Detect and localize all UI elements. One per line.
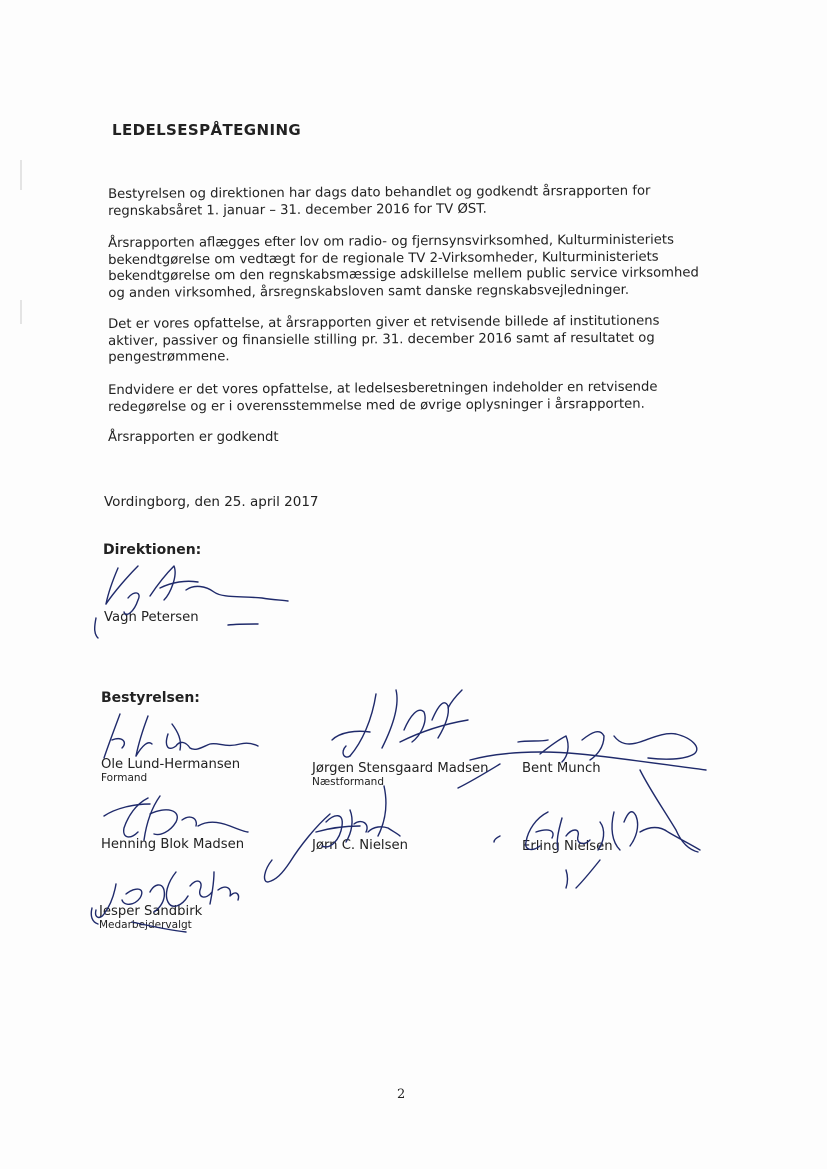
paragraph-4 xyxy=(108,379,708,416)
place-and-date: Vordingborg, den 25. april 2017 xyxy=(104,494,319,510)
paragraph-1 xyxy=(108,183,708,220)
signatory-name-jorn-c-nielsen: Jørn C. Nielsen xyxy=(312,838,408,853)
page-number: 2 xyxy=(397,1087,406,1102)
signatory-name-bent-munch: Bent Munch xyxy=(522,761,601,776)
signatory-role: Formand xyxy=(101,772,148,784)
signatory-name-jorgen-stensgaard-madsen: Jørgen Stensgaard Madsen xyxy=(312,761,489,776)
paragraph-line: bekendtgørelse om den regnskabsmæssige adskillelse mellem public service virksomhed xyxy=(108,265,699,284)
signatory-name-jesper-sandbirk: Jesper Sandbirk xyxy=(99,904,203,919)
paragraph-line: aktiver, passiver og finansielle stilling pr. 31. december 2016 samt af resultatet og xyxy=(108,330,655,349)
paragraph-line: Bestyrelsen og direktionen har dags dato behandlet og godkendt årsrapporten for xyxy=(108,183,651,202)
paragraph-line: Det er vores opfattelse, at årsrapporten giver et retvisende billede af institutionens xyxy=(108,313,660,332)
paragraph-line: regnskabsåret 1. januar – 31. december 2016 for TV ØST. xyxy=(108,201,487,219)
paragraph-line: redegørelse og er i overensstemmelse med de øvrige oplysninger i årsrapporten. xyxy=(108,396,645,415)
paragraph-3 xyxy=(108,313,708,366)
signature-vagn-petersen xyxy=(95,566,288,638)
paragraph-line: Årsrapporten er godkendt xyxy=(108,430,279,445)
paragraph-line: Endvidere er det vores opfattelse, at ledelsesberetningen indeholder en retvisende xyxy=(108,379,658,398)
signature-bent-munch xyxy=(458,732,706,852)
signatory-name-henning-blok-madsen: Henning Blok Madsen xyxy=(101,837,245,852)
scan-artifact xyxy=(20,160,22,190)
signature-ole-lund-hermansen xyxy=(104,714,258,758)
paragraph-line: pengestrømmene. xyxy=(108,349,230,365)
signatory-name-vagn-petersen: Vagn Petersen xyxy=(104,610,199,625)
signature-henning-blok-madsen xyxy=(104,796,248,840)
paragraph-line: bekendtgørelse om vedtægt for de regionale TV 2-Virksomheder, Kulturministeriets xyxy=(108,249,659,268)
signatory-name-erling-nielsen: Erling Nielsen xyxy=(522,839,613,854)
board-label: Bestyrelsen: xyxy=(101,690,200,706)
page-title: LEDELSESPÅTEGNING xyxy=(112,121,302,139)
signatory-role: Medarbejdervalgt xyxy=(99,919,192,931)
paragraph-5 xyxy=(108,430,708,447)
signatory-role: Næstformand xyxy=(312,776,384,788)
paragraph-line: Årsrapporten aflægges efter lov om radio- og fjernsynsvirksomhed, Kulturministeriets xyxy=(108,232,674,251)
signatory-name-ole-lund-hermansen: Ole Lund-Hermansen xyxy=(101,757,241,772)
management-label: Direktionen: xyxy=(103,542,202,558)
scan-artifact xyxy=(20,300,22,324)
paragraph-2 xyxy=(108,232,708,302)
paragraph-line: og anden virksomhed, årsregnskabsloven samt danske regnskabsvejledninger. xyxy=(108,282,630,301)
